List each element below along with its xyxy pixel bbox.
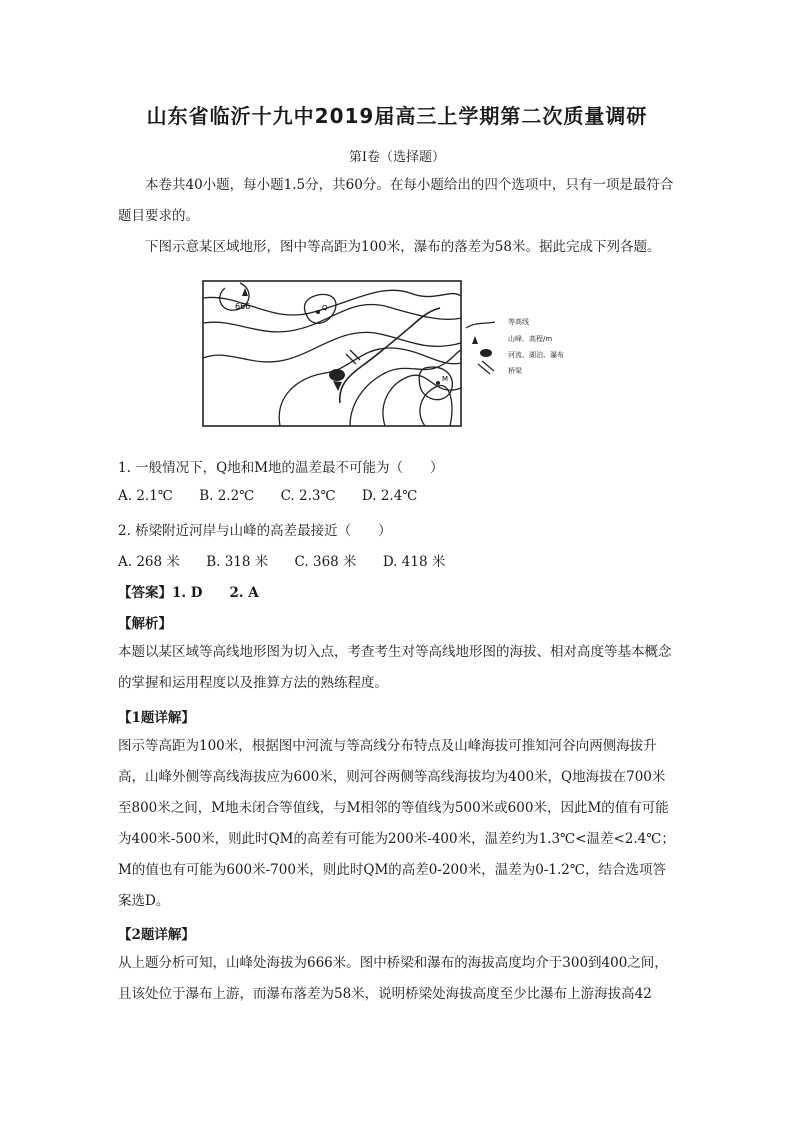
q-label: Q bbox=[322, 304, 328, 312]
question-2: 2. 桥梁附近河岸与山峰的高差最接近（ ） bbox=[118, 523, 392, 539]
bridge-symbol bbox=[346, 350, 360, 364]
q1-option-a[interactable]: A. 2.1℃ bbox=[118, 488, 173, 504]
q2-detail-paragraph: 从上题分析可知，山峰处海拔为666米。图中桥梁和瀑布的海拔高度均介于300到400之间，且该处位于瀑布上游，而瀑布落差为58米，说明桥梁处海拔高度至少比瀑布上游海拔高42 bbox=[118, 955, 668, 1002]
q1-option-c[interactable]: C. 2.3℃ bbox=[280, 488, 336, 504]
lake bbox=[329, 369, 345, 381]
analysis-heading: 【解析】 bbox=[118, 616, 172, 632]
legend-contour-swatch bbox=[466, 322, 495, 328]
answer-line: 【答案】1. D 2. A bbox=[118, 585, 259, 601]
q2-option-d[interactable]: D. 418 米 bbox=[382, 554, 446, 570]
q1-option-b[interactable]: B. 2.2℃ bbox=[199, 488, 255, 504]
legend-water-icon bbox=[480, 349, 492, 357]
legend-peak-icon bbox=[472, 336, 478, 344]
legend-bridge-label: 桥梁 bbox=[508, 367, 522, 375]
legend-contour-label: 等高线 bbox=[508, 318, 529, 326]
legend-bridge-icon bbox=[478, 361, 494, 374]
q1-option-d[interactable]: D. 2.4℃ bbox=[361, 488, 418, 504]
m-label: M bbox=[442, 375, 449, 383]
q2-option-c[interactable]: C. 368 米 bbox=[294, 554, 357, 570]
q2-detail-heading: 【2题详解】 bbox=[118, 927, 195, 943]
analysis-paragraph: 本题以某区域等高线地形图为切入点，考查考生对等高线地形图的海拔、相对高度等基本概念的掌握和运用程度以及推算方法的熟练程度。 bbox=[118, 644, 672, 691]
q1-detail-heading: 【1题详解】 bbox=[118, 710, 195, 726]
q-point bbox=[316, 310, 320, 314]
q2-option-a[interactable]: A. 268 米 bbox=[118, 554, 180, 570]
intro-paragraph: 本卷共40小题，每小题1.5分，共60分。在每小题给出的四个选项中，只有一项是最符合题目要求的。 bbox=[118, 177, 674, 224]
m-point bbox=[436, 381, 440, 385]
question-1: 1. 一般情况下，Q地和M地的温差最不可能为（ ） bbox=[118, 460, 444, 476]
page-title: 山东省临沂十九中2019届高三上学期第二次质量调研 bbox=[146, 104, 648, 128]
peak-elevation-label: 666 bbox=[235, 302, 251, 311]
q1-detail-paragraph: 图示等高距为100米，根据图中河流与等高线分布特点及山峰海拔可推知河谷向两侧海拔升高，山峰外侧等高线海拔应为600米，则河谷两侧等高线海拔均为400米，Q地海拔在700米至800米之间，M地未闭合等值线，与M相邻的等值线为500米或600米，因此M的值有可能为400米-500米，则此时QM的高差有可能为200米-400米，温差约为1.3℃<温差<2.4℃；M的值也有可能为600米-700米，则此时QM的高差0-200米，温差为0-1.2℃，结合选项答案选D。 bbox=[118, 738, 675, 909]
q2-option-b[interactable]: B. 318 米 bbox=[206, 554, 269, 570]
question-1-options bbox=[118, 488, 439, 504]
map-legend bbox=[466, 317, 564, 375]
legend-peak-label: 山峰、高程/m bbox=[508, 335, 553, 343]
legend-water-label: 河流、湖泊、瀑布 bbox=[508, 351, 564, 359]
contour-map bbox=[200, 278, 590, 430]
question-stem: 下图示意某区域地形，图中等高距为100米，瀑布的落差为58米。据此完成下列各题。 bbox=[145, 239, 661, 255]
section-subtitle: 第I卷（选择题） bbox=[348, 150, 446, 165]
question-2-options bbox=[118, 550, 467, 570]
